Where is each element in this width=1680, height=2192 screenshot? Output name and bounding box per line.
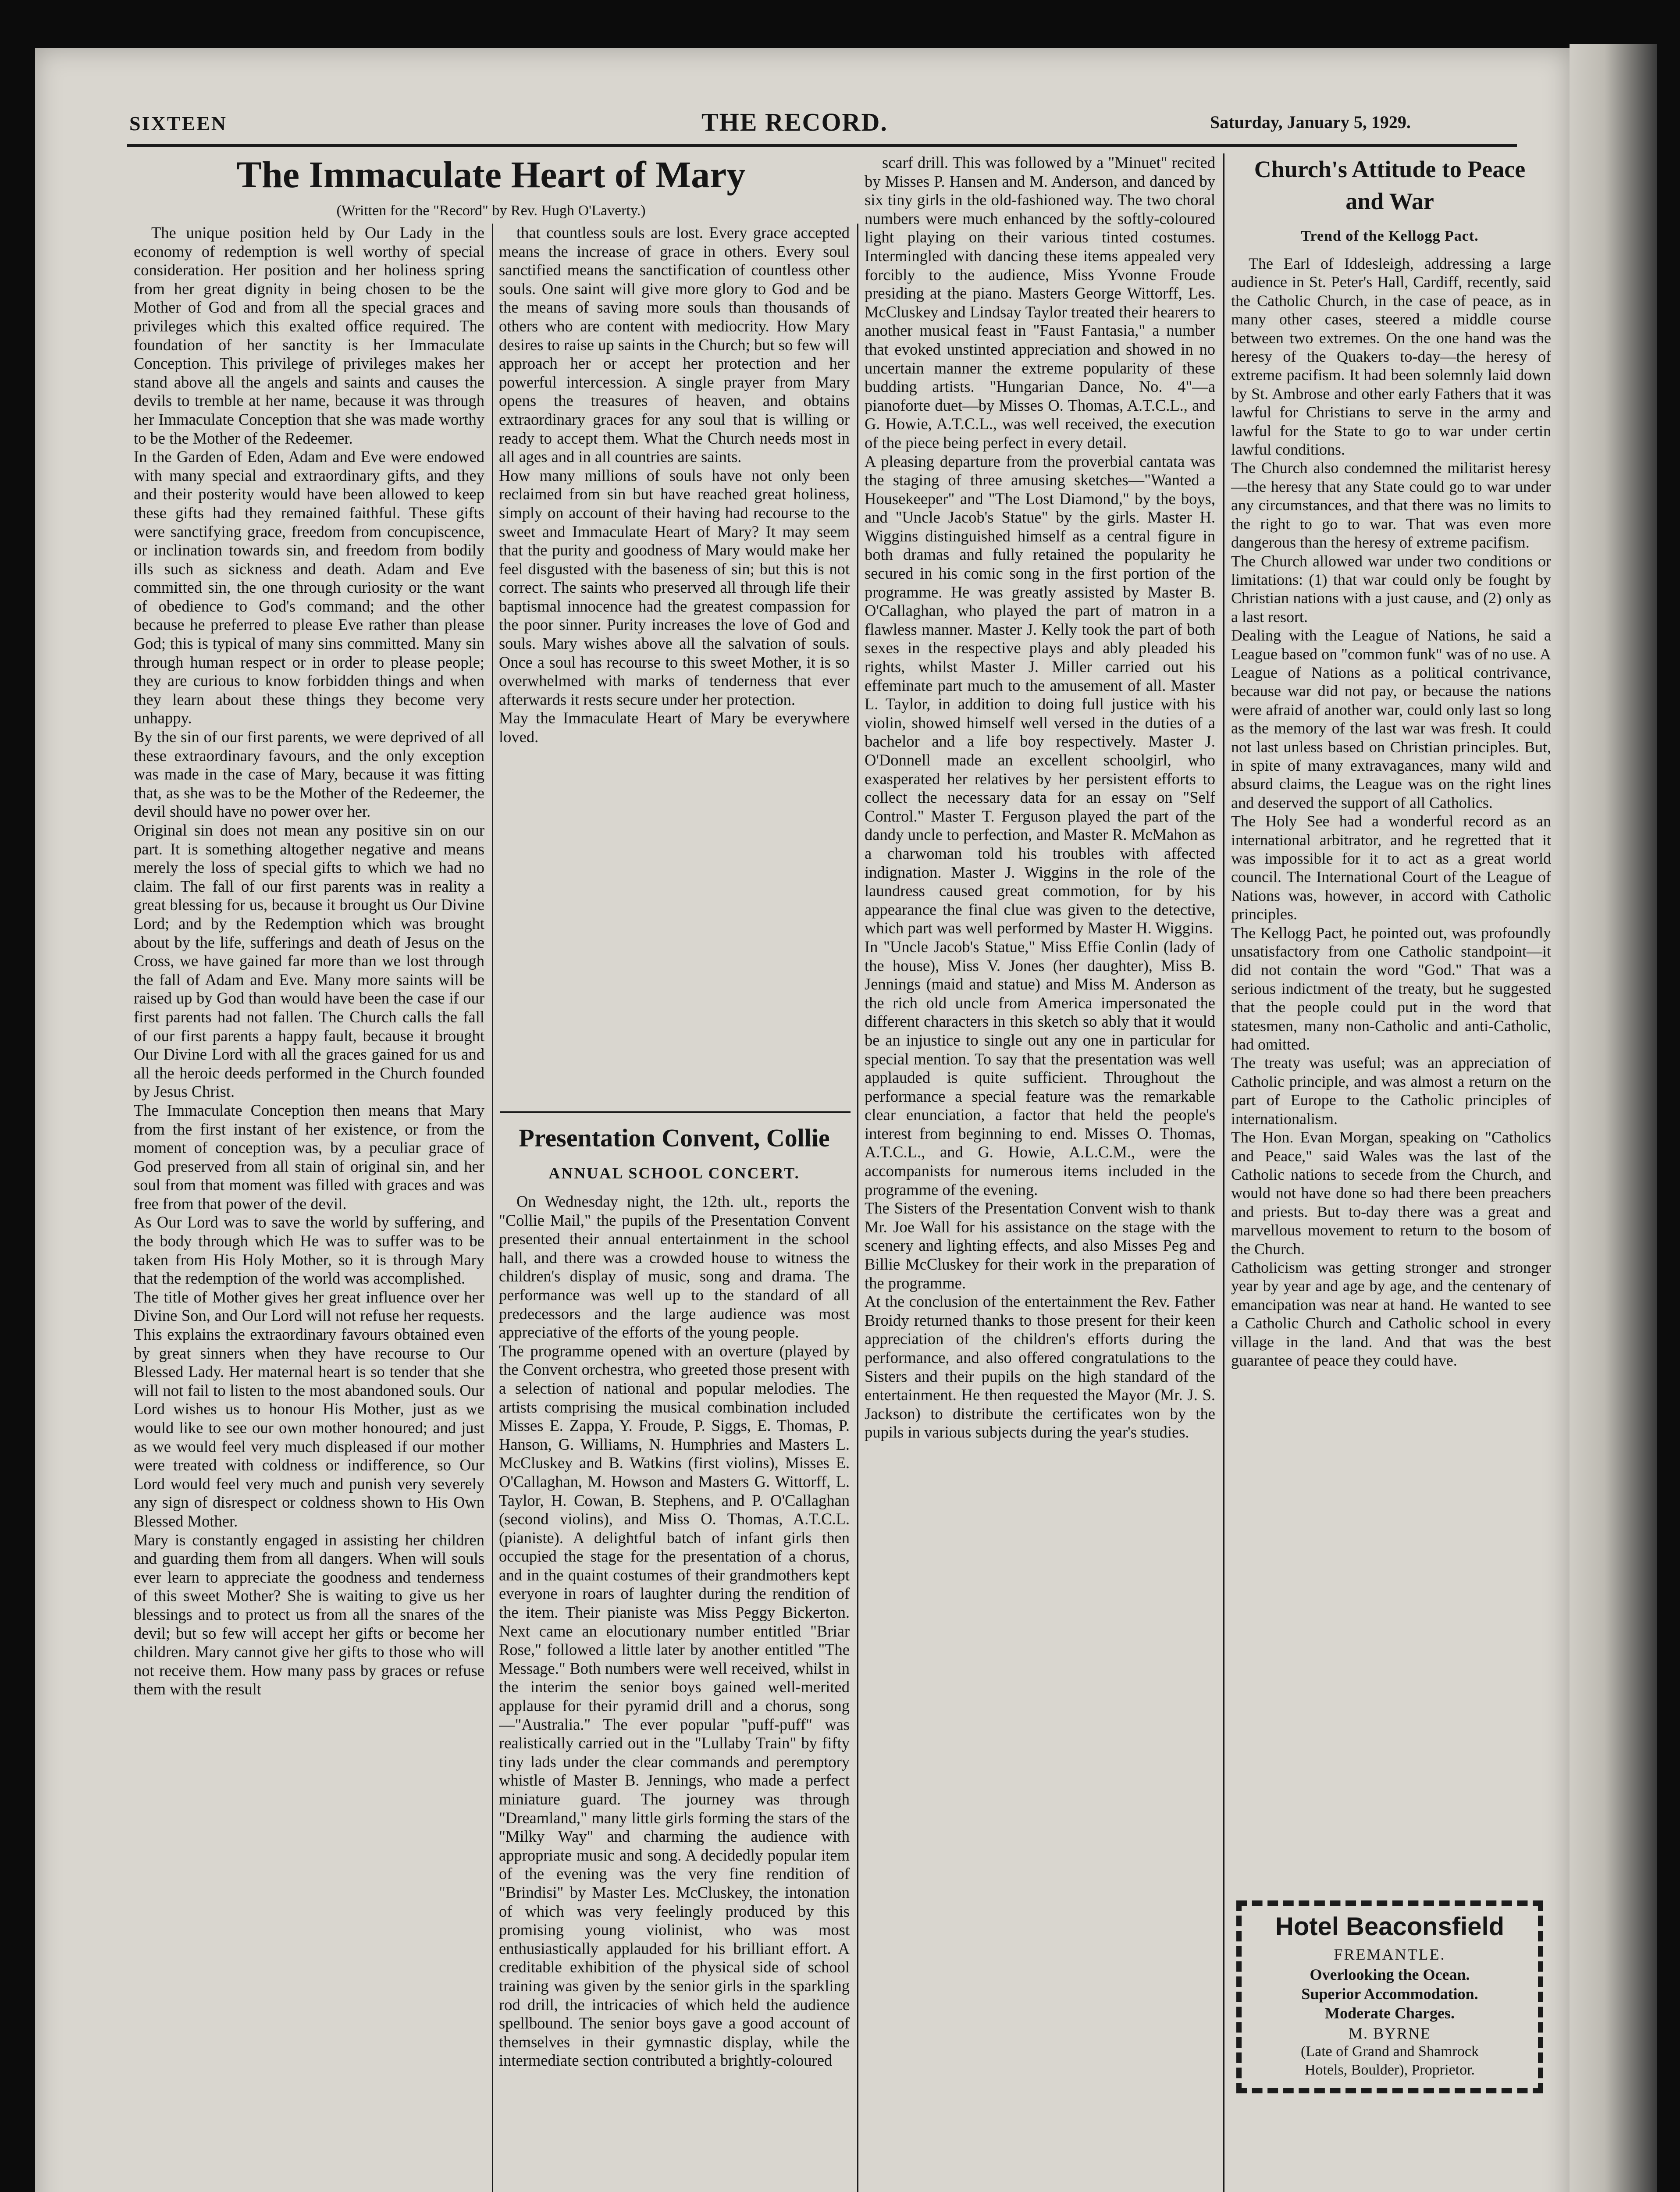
hotel-town: FREMANTLE. — [1334, 1946, 1446, 1963]
paper-name: THE RECORD. — [701, 108, 888, 136]
issue-date: Saturday, January 5, 1929. — [1210, 112, 1411, 132]
hotel-proprietor-note-1: (Late of Grand and Shamrock — [1301, 2043, 1479, 2060]
hotel-proprietor-note-2: Hotels, Boulder), Proprietor. — [1304, 2062, 1475, 2078]
hotel-name: Hotel Beaconsfield — [1275, 1912, 1505, 1941]
masthead-rule — [127, 144, 1517, 147]
church-article-title-line1: Church's Attitude to Peace — [1254, 156, 1526, 182]
convent-top-rule — [500, 1111, 851, 1113]
heart-article-byline: (Written for the "Record" by Rev. Hugh O'Laverty.) — [336, 203, 646, 219]
convent-article-title: Presentation Convent, Collie — [519, 1124, 830, 1152]
convent-article-subhead: ANNUAL SCHOOL CONCERT. — [548, 1164, 800, 1182]
page-edge-shadow — [1570, 44, 1657, 2192]
column-rule-2 — [857, 224, 858, 2192]
heart-article-title: The Immaculate Heart of Mary — [236, 153, 746, 196]
church-article-subhead: Trend of the Kellogg Pact. — [1301, 228, 1479, 244]
column-rule-1 — [492, 224, 493, 2192]
page-number: SIXTEEN — [129, 112, 227, 135]
hotel-proprietor-name: M. BYRNE — [1348, 2025, 1431, 2042]
convent-article-column-2: On Wednesday night, the 12th. ult., reports the "Collie Mail," the pupils of the Presentation Convent presented their annual entertainment in the school hall, and there was a crowded house to witness the children's display of music, song and drama. The performance was well up to the standard of all predecessors and the large audience was most appreciative of the efforts of the young people. The programme opened with an overture (played by the Convent orchestra, who greeted those present with a selection of national and popular melodies. The artists comprising the musical combination included Misses E. Zappa, Y. Froude, P. Siggs, E. Thomas, P. Hanson, G. Williams, N. Humphries and Masters L. McCluskey and B. Watkins (first violins), Misses E. O'Callaghan, M. Howson and Masters G. Wittorff, L. Taylor, H. Cowan, B. Stephens, and P. O'Callaghan (second violins), and Miss O. Thomas, A.T.C.L. (pianiste). A delightful batch of infant girls then occupied the stage for the presentation of a chorus, and in the quaint costumes of their grandmothers kept everyone in roars of laughter during the rendition of the item. Their pianiste was Miss Peggy Bickerton. Next came an elocutionary number entitled "Briar Rose," followed a little later by another entitled "The Message." Both numbers were well received, whilst in the interim the senior boys gained well-merited applause for their pyramid drill and a chorus, song—"Australia." The ever popular "puff-puff" was realistically carried out in the "Lullaby Train" by fifty tiny lads under the clear commands and peremptory whistle of Master B. Jennings, who made a perfect miniature guard. The journey was through "Dreamland," many little girls forming the stars of the "Milky Way" and charming the audience with appropriate music and song. A decidedly popular item of the evening was the very fine rendition of "Brindisi" by Master Les. McCluskey, the intonation of which was very feelingly produced by this promising young violinist, who was most enthusiastically applauded for his brilliant effort. A creditable exhibition of the physical side of school training was given by the senior girls in the sparkling rod drill, the intricacies of which held the audience spellbound. The senior boys gave a good account of themselves in their gymnastic display, while the intermediate section contributed a brightly-coloured — [499, 1192, 850, 2070]
column-rule-3 — [1223, 153, 1224, 2192]
heart-article-column-1: The unique position held by Our Lady in the economy of redemption is well worthy of special consideration. Her position and her holiness spring from her great dignity in being chosen to be the Mother of God and from all the special graces and privileges which this exalted office required. The foundation of her sanctity is her Immaculate Conception. This privilege of privileges makes her stand above all the angels and saints and causes the devils to tremble at her name, because it was through her Immaculate Conception that she was made worthy to be the Mother of the Redeemer. In the Garden of Eden, Adam and Eve were endowed with many special and extraordinary gifts, and they and their posterity would have been allowed to keep these gifts had they remained faithful. These gifts were sanctifying grace, freedom from concupiscence, or inclination towards sin, and freedom from bodily ills such as sickness and death. Adam and Eve committed sin, the one through curiosity or the want of obedience to God's command; and the other because he preferred to please Eve rather than please God; this is typical of many sins committed. Many sin through human respect or in order to please people; they are curious to know forbidden things and when they learn about these things they become very unhappy. By the sin of our first parents, we were deprived of all these extraordinary favours, and the only exception was made in the case of Mary, because it was fitting that, as she was to be the Mother of the Redeemer, the devil should have no power over her. Original sin does not mean any positive sin on our part. It is something altogether negative and means merely the loss of special gifts to which we had no claim. The fall of our first parents was in reality a great blessing for us, because it brought us Our Divine Lord; and by the Redemption which was brought about by the life, sufferings and death of Jesus on the Cross, we have gained far more than we lost through the fall of Adam and Eve. Many more saints will be raised up by God than would have been the case if our first parents had not fallen. The Church calls the fall of our first parents a happy fault, because it brought Our Divine Lord with all the graces gained for us and all the heroic deeds performed in the Church founded by Jesus Christ. The Immaculate Conception then means that Mary from the first instant of her existence, or from the moment of conception was, by a peculiar grace of God preserved from all stain of original sin, and her soul from that moment was filled with graces and was free from that power of the devil. As Our Lord was to save the world by suffering, and the body through which He was to suffer was to be taken from His Holy Mother, so it is through Mary that the redemption of the world was accomplished. The title of Mother gives her great influence over her Divine Son, and Our Lord will not refuse her requests. This explains the extraordinary favours obtained even by great sinners when they have recourse to Our Blessed Lady. Her maternal heart is so tender that she will not fail to listen to the most abandoned souls. Our Lord wishes us to honour His Mother, just as we would like to see our own mother honoured; and just as we would feel very much displeased if our mother were treated with coldness or indifference, so Our Lord would feel very much and punish very severely any sign of disrespect or coldness shown to His Own Blessed Mother. Mary is constantly engaged in assisting her children and guarding them from all dangers. When will souls ever learn to appreciate the goodness and tenderness of this sweet Mother? She is waiting to give us her blessings and to protect us from all the snares of the devil; but so few will accept her gifts or become her children. Mary cannot give her gifts to those who will not receive them. How many pass by graces or refuse them with the result — [134, 224, 484, 1698]
convent-article-column-3: scarf drill. This was followed by a "Minuet" recited by Misses P. Hansen and M. Anderson, and danced by six tiny girls in the old-fashioned way. The two choral numbers were much enhanced by the softly-coloured light playing on their various tinted costumes. Intermingled with dancing these items appealed very forcibly to the audience, Miss Yvonne Froude presiding at the piano. Masters George Wittorff, Les. McCluskey and Lindsay Taylor treated their hearers to another musical feast in "Faust Fantasia," a number that evoked unstinted appreciation and showed in no uncertain manner the extreme popularity of these budding artists. "Hungarian Dance, No. 4"—a pianoforte duet—by Misses O. Thomas, A.T.C.L., and G. Howie, A.T.C.L., was well received, the execution of the piece being perfect in every detail. A pleasing departure from the proverbial cantata was the staging of three amusing sketches—"Wanted a Housekeeper" and "The Lost Diamond," by the boys, and "Uncle Jacob's Statue" by the girls. Master H. Wiggins distinguished himself as a central figure in both dramas and fully retained the popularity he secured in his comic song in the first portion of the programme. He was greatly assisted by Master B. O'Callaghan, who played the part of matron in a flawless manner. Master J. Kelly took the part of both sexes in the respective plays and ably pleaded his rights, whilst Master J. Miller carried out his effeminate part much to the amusement of all. Master L. Taylor, in addition to doing full justice with his violin, showed himself well versed in the duties of a bachelor and a life boy respectively. Master J. O'Donnell made an excellent schoolgirl, who exasperated her relatives by her persistent efforts to collect the necessary data for an essay on "Self Control." Master T. Ferguson played the part of the dandy uncle to perfection, and Master R. McMahon as a charwoman told his troubles with affected indignation. Master J. Wiggins in the role of the laundress caused great commotion, for by his appearance the final clue was given to the detective, which part was well performed by Master H. Wiggins. In "Uncle Jacob's Statue," Miss Effie Conlin (lady of the house), Miss V. Jones (her daughter), Miss B. Jennings (maid and statue) and Miss M. Anderson as the rich old uncle from America impersonated the different characters in this sketch so ably that it would be an injustice to single out any one in particular for special mention. To say that the presentation was well applauded is quite sufficient. Throughout the performance a special feature was the remarkable clear enunciation, a factor that held the people's interest from beginning to end. Misses O. Thomas, A.T.C.L., and G. Howie, A.L.C.M., were the accompanists for numerous items included in the programme of the evening. The Sisters of the Presentation Convent wish to thank Mr. Joe Wall for his assistance on the stage with the scenery and lighting effects, and also Misses Peg and Billie McCluskey for their work in the preparation of the programme. At the conclusion of the entertainment the Rev. Father Broidy returned thanks to those present for their keen appreciation of the children's efforts during the performance, and also offered congratulations to the Sisters and their pupils on the high standard of the entertainment. He then requested the Mayor (Mr. J. S. Jackson) to distribute the certificates won by the pupils in various subjects during the year's studies. — [865, 153, 1215, 1441]
hotel-line-ocean: Overlooking the Ocean. — [1310, 1966, 1470, 1983]
church-article-body: The Earl of Iddesleigh, addressing a large audience in St. Peter's Hall, Cardiff, recently, said the Catholic Church, in the case of peace, as in many other cases, steered a middle course between two extremes. On the one hand was the heresy of the Quakers to-day—the heresy of extreme pacifism. It had been solemnly laid down by St. Ambrose and other early Fathers that it was lawful for Christians to serve in the army and lawful for the State to go to war under certin lawful conditions. The Church also condemned the militarist heresy—the heresy that any State could go to war under any circumstances, and that there was no limits to the right to go to war. That was even more dangerous than the heresy of extreme pacifism. The Church allowed war under two conditions or limitations: (1) that war could only be fought by Christian nations with a just cause, and (2) only as a last resort. Dealing with the League of Nations, he said a League based on "common funk" was of no use. A League of Nations as a political contrivance, because war did not pay, or because the nations were afraid of another war, could only last so long as the memory of the last war was fresh. It could not last unless based on Christian principles. But, in spite of many extravagances, many wild and absurd claims, the League was on the right lines and deserved the support of all Catholics. The Holy See had a wonderful record as an international arbitrator, and he regretted that it was impossible for it to act as a great world council. The International Court of the League of Nations was, however, in accord with Catholic principles. The Kellogg Pact, he pointed out, was profoundly unsatisfactory from one Catholic standpoint—it did not contain the word "God." That was a serious indictment of the treaty, but he suggested that the people could put in the word that statesmen, many non-Catholic and anti-Catholic, had omitted. The treaty was useful; was an appreciation of Catholic principle, and was almost a return on the part of Europe to the Catholic principles of internationalism. The Hon. Evan Morgan, speaking on "Catholics and Peace," said Wales was the last of the Catholic nations to secede from the Church, and would not have done so had there been preachers and priests. But to-day there was a great and marvellous movement to return to the bosom of the Church. Catholicism was getting stronger and stronger year by year and age by age, and the centenary of emancipation was near at hand. He wanted to see a Catholic Church and Catholic school in every village in the land. And that was the best guarantee of peace they could have. — [1231, 255, 1551, 1369]
church-article-title-line2: and War — [1345, 188, 1434, 214]
heart-article-column-2: that countless souls are lost. Every grace accepted means the increase of grace in others. Every soul sanctified means the sanctification of countless other souls. One saint will give more glory to God and be the means of saving more souls than thousands of others who are content with mediocrity. How Mary desires to raise up saints in the Church; but so few will approach her or accept her protection and her powerful intercession. A single prayer from Mary opens the treasures of heaven, and obtains extraordinary graces for any soul that is willing or ready to accept them. What the Church needs most in all ages and in all countries are saints. How many millions of souls have not only been reclaimed from sin but have reached great holiness, simply on account of their having had recourse to the sweet and Immaculate Heart of Mary? It may seem that the purity and goodness of Mary would make her feel disgusted with the baseness of sin; but this is not correct. The saints who preserved all through life their baptismal innocence had the greatest compassion for the poor sinner. Purity increases the love of God and souls. Mary wishes above all the salvation of souls. Once a soul has recourse to this sweet Mother, it is so overwhelmed with marks of tenderness that ever afterwards it rests secure under her protection. May the Immaculate Heart of Mary be everywhere loved. — [499, 224, 850, 746]
newspaper-page — [35, 48, 1570, 2192]
hotel-line-charges: Moderate Charges. — [1325, 2004, 1455, 2022]
hotel-advertisement — [1236, 1900, 1543, 2093]
hotel-line-accommodation: Superior Accommodation. — [1301, 1985, 1478, 2003]
